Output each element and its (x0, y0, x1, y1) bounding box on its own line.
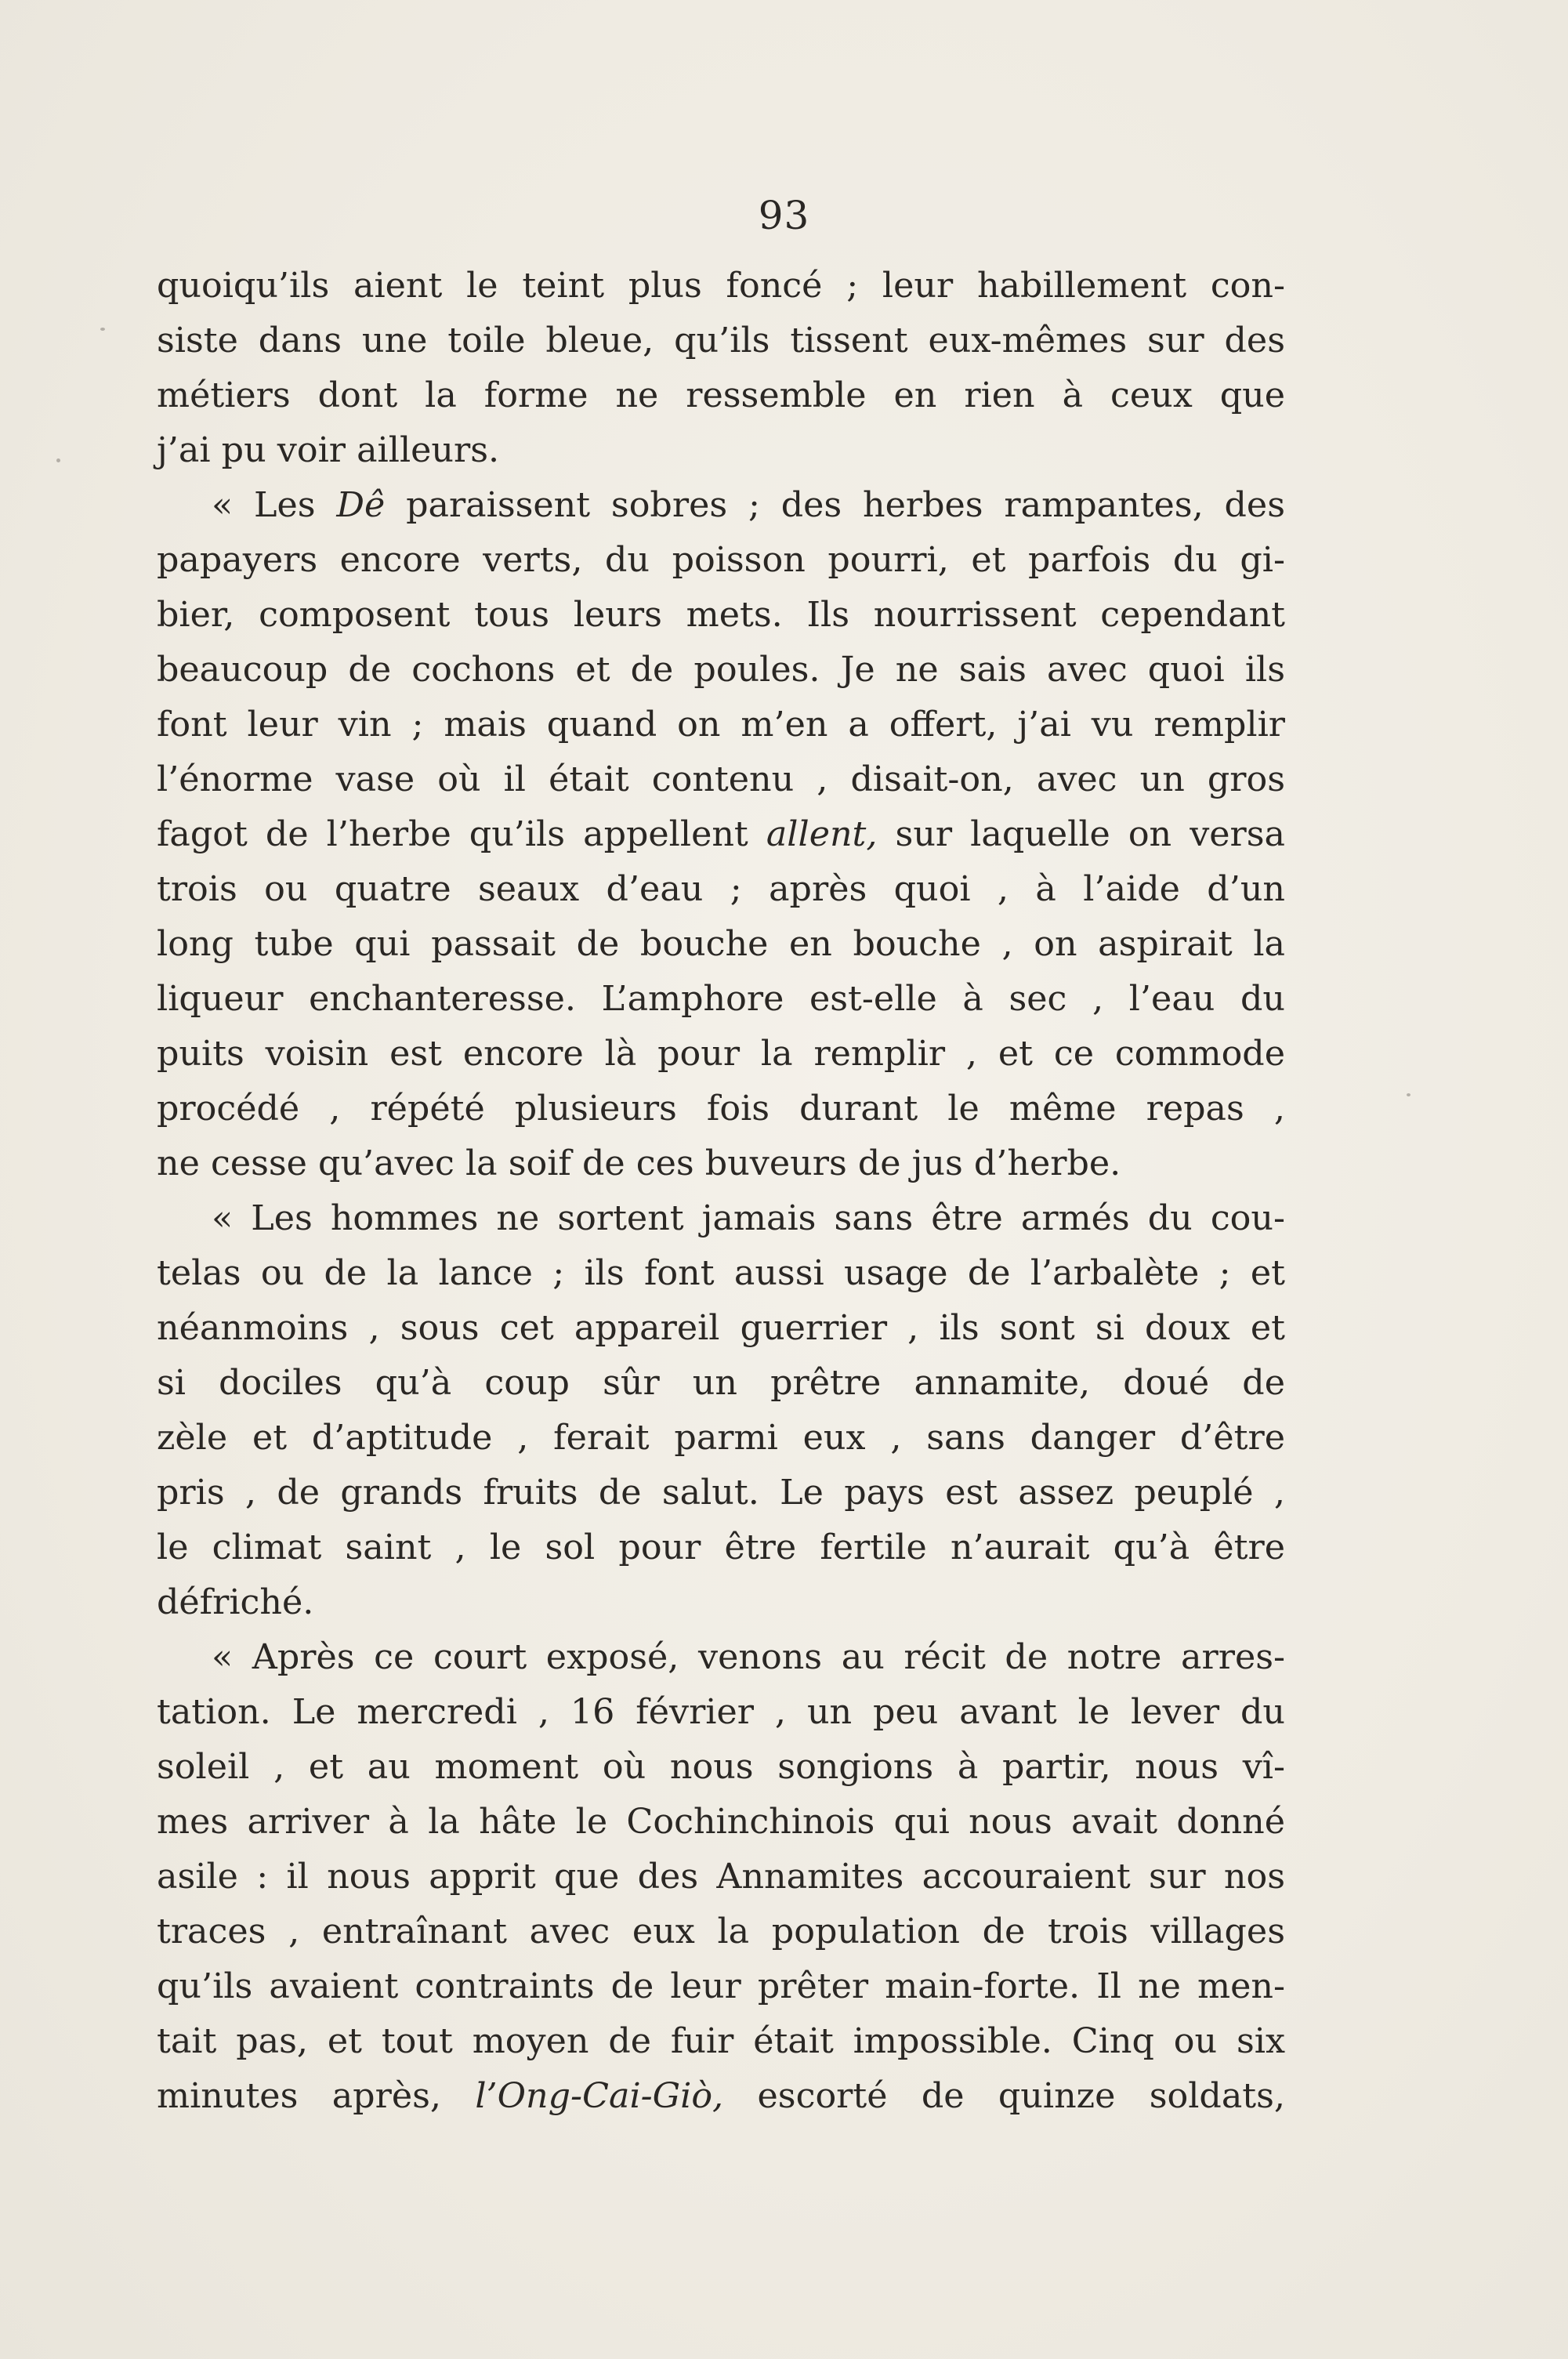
text-line: soleil , et au moment où nous songions à partir, nous vî- (157, 1747, 1285, 1787)
text-line: tait pas, et tout moyen de fuir était impossible. Cinq ou six (157, 2021, 1285, 2061)
text-line (157, 807, 1285, 862)
text-line: asile : il nous apprit que des Annamites accouraient sur nos (157, 1857, 1285, 1897)
body-text (157, 259, 1285, 2124)
text-line: zèle et d’aptitude , ferait parmi eux , sans danger d’être (157, 1418, 1285, 1458)
text-line: « Les hommes ne sortent jamais sans être armés du cou- (212, 1198, 1285, 1238)
text-line: quoiqu’ils aient le teint plus foncé ; leur habillement con- (157, 266, 1285, 306)
text-line: l’énorme vase où il était contenu , disait-on, avec un gros (157, 759, 1285, 799)
text-line: beaucoup de cochons et de poules. Je ne sais avec quoi ils (157, 650, 1285, 690)
italic-term: l’Ong-Cai-Giò, (475, 2076, 724, 2116)
text-line: papayers encore verts, du poisson pourri, et parfois du gi- (157, 540, 1285, 580)
text-line: néanmoins , sous cet appareil guerrier , ils sont si doux et (157, 1308, 1285, 1348)
text-line: siste dans une toile bleue, qu’ils tissent eux-mêmes sur des (157, 321, 1285, 361)
text-fragment: escorté de quinze soldats, (723, 2076, 1286, 2116)
text-line: « Après ce court exposé, venons au récit de notre arres- (212, 1637, 1285, 1677)
text-line: mes arriver à la hâte le Cochinchinois qui nous avait donné (157, 1802, 1285, 1842)
text-fragment: sur laquelle on versa (877, 814, 1286, 854)
text-line: traces , entraînant avec eux la population de trois villages (157, 1911, 1285, 1951)
page-number: 93 (758, 193, 810, 238)
text-line: ne cesse qu’avec la soif de ces buveurs de jus d’herbe. (157, 1143, 1121, 1183)
text-line (157, 478, 1285, 533)
text-line: qu’ils avaient contraints de leur prêter main-forte. Il ne men- (157, 1966, 1285, 2006)
text-line: j’ai pu voir ailleurs. (157, 430, 500, 470)
text-line: trois ou quatre seaux d’eau ; après quoi , à l’aide d’un (157, 869, 1285, 909)
text-line: métiers dont la forme ne ressemble en rien à ceux que (157, 375, 1285, 415)
text-fragment: minutes après, (157, 2076, 476, 2116)
text-fragment: paraissent sobres ; des herbes rampantes, des (385, 485, 1285, 525)
text-line: tation. Le mercredi , 16 février , un peu avant le lever du (157, 1692, 1285, 1732)
text-line: font leur vin ; mais quand on m’en a offert, j’ai vu remplir (157, 705, 1285, 745)
text-fragment: fagot de l’herbe qu’ils appellent (157, 814, 766, 854)
italic-term: Dê (336, 485, 386, 525)
text-line: liqueur enchanteresse. L’amphore est-elle à sec , l’eau du (157, 979, 1285, 1019)
paper-speck (1407, 1093, 1410, 1096)
text-line: long tube qui passait de bouche en bouche , on aspirait la (157, 924, 1285, 964)
paper-speck (56, 458, 60, 462)
text-line: si dociles qu’à coup sûr un prêtre annamite, doué de (157, 1363, 1285, 1403)
paper-speck (100, 328, 105, 331)
text-line: bier, composent tous leurs mets. Ils nourrissent cependant (157, 595, 1285, 635)
text-line: telas ou de la lance ; ils font aussi usage de l’arbalète ; et (157, 1253, 1285, 1293)
text-line: défriché. (157, 1582, 314, 1622)
text-line (157, 2069, 1285, 2124)
text-line: pris , de grands fruits de salut. Le pays est assez peuplé , (157, 1473, 1285, 1513)
text-line: puits voisin est encore là pour la remplir , et ce commode (157, 1034, 1285, 1074)
text-line: le climat saint , le sol pour être fertile n’aurait qu’à être (157, 1527, 1285, 1567)
text-line: procédé , répété plusieurs fois durant le même repas , (157, 1089, 1285, 1129)
italic-term: allent, (766, 814, 878, 854)
text-fragment: « Les (212, 485, 337, 525)
